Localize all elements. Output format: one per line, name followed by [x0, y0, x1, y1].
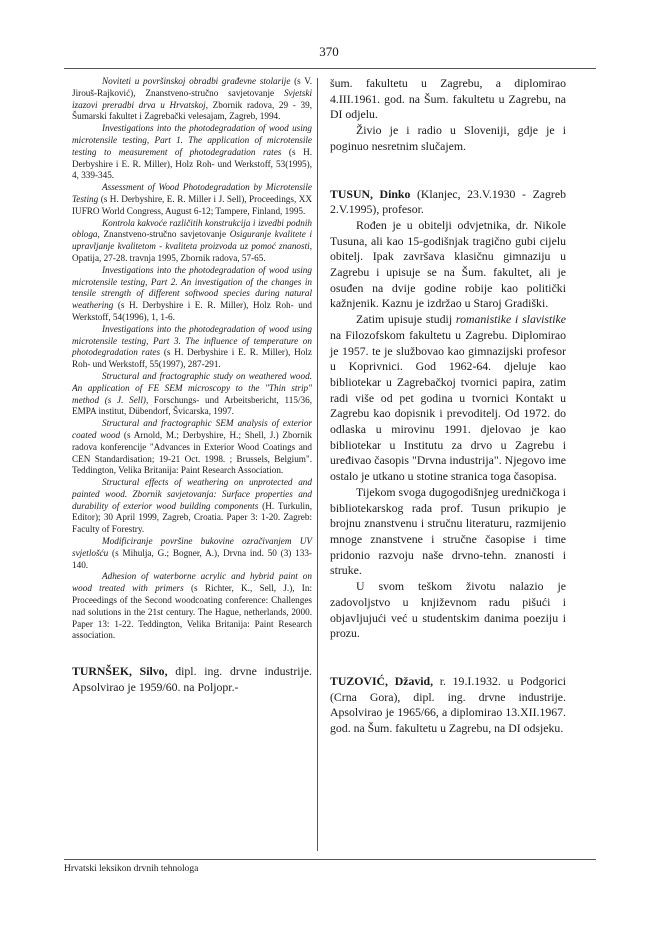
entry-name: TUSUN, Dinko [330, 186, 411, 201]
entry-paragraph: šum. fakultetu u Zagrebu, a diplomirao 4.III.1961. god. na Šum. fakultetu u Zagrebu, na DI odjelu. [330, 76, 566, 122]
reference-item [72, 218, 312, 265]
reference-details: (s H. Derbyshire i E. R. Miller), Holz Roh- und Werkstoff, 55(1997), 287-291. [72, 347, 313, 370]
reference-title: Investigations into the photodegradation of wood using microtensile testing, Part 3. The influence of temperature on photodegradation rates [72, 323, 312, 358]
reference-title: Osiguranje kvalitete i upravljanje kvalitetom - kvaliteta proizvoda uz pomoć znanosti [72, 229, 313, 252]
page-number: 370 [319, 44, 339, 59]
entry-text: dipl. ing. drvne industrije. Apsolvirao je 1959/60. na Poljopr.- [72, 664, 313, 694]
reference-details: , Zbornik radova, 29 - 39, Šumarski fakultet i Zagrebački velesajam, Zagreb, 1994. [72, 99, 312, 122]
reference-details: (s H. Derbyshire i E. R. Miller), Holz Roh- und Werkstoff, 53(1995), 4, 339-345. [72, 146, 313, 181]
entry-paragraph: Rođen je u obitelji odvjetnika, dr. Nikole Tusuna, ali kao 15-godišnjak tragično gubi cijelu obitelj. Ipak završava klasičnu gimnaziju u Zagrebu i upisuje se na Šum. fakultet, ali je osuđen na dvije godine robije kao politički kažnjenik. Kaznu je izdržao u Staroj Gradiški. [330, 217, 566, 311]
reference-details: (s Arnold, M.; Derbyshire, H.; Shell, J.) Zbornik radova konferencije "Advances in Exterior Wood Coatings and CEN Standardisation; 19-21 Oct. 1998. ; Brussels, Belgium". Teddington, Velika Britanija: Paint Research Association. [72, 429, 312, 476]
reference-item [72, 536, 312, 571]
reference-title: Structural and fractographic study on weathered wood. An application of FE SEM microscopy to the "Thin strip" method (s J. Sell) [72, 370, 312, 405]
reference-details: , Forschungs- und Arbeitsbericht, 115/36, EMPA institut, Dübendorf, Švicarska, 1997. [72, 394, 312, 417]
footer-text: Hrvatski leksikon drvnih tehnologa [64, 864, 199, 874]
reference-details: , Opatija, 27-28. travnja 1995, Zbornik radova, 57-65. [72, 241, 312, 263]
entry-name: TUZOVIĆ, Džavid, [330, 673, 434, 688]
entry-paragraph: Živio je i radio u Sloveniji, gdje je i poginuo nesretnim slučajem. [330, 123, 566, 153]
entry-turnsek-continued [330, 76, 566, 155]
reference-item [72, 418, 312, 477]
entry-name: TURNŠEK, Silvo, [72, 664, 168, 679]
reference-item [72, 265, 312, 324]
reference-details: , Znanstveno-stručno savjetovanje [97, 229, 230, 240]
reference-details: (s H. Derbyshire, E. R. Miller i J. Sell), Proceedings, XX IUFRO World Congress, August 6-12; Tampere, Finland, 1995. [72, 193, 312, 216]
right-column [330, 76, 566, 737]
reference-item [72, 477, 312, 536]
entry-text: Zatim upisuje studij [356, 312, 456, 327]
reference-details: (s Mihulja, G.; Bogner, A.), Drvna ind. 50 (3) 133-140. [72, 547, 312, 570]
reference-details: (s Richter, K., Sell, J.), In: Proceedings of the Second woodcoating conference: Challenges nad solutions in the 21st century. The Hague, netherlands, 2000. Paper 13: 1-22. Teddington, Velika Britanija: Paint Research association. [72, 583, 312, 641]
reference-item [72, 571, 312, 642]
entry-text: na Filozofskom fakultetu u Zagrebu. Diplomirao je 1957. te je službovao kao gimnazijski profesor u Koprivnici. God 1962-64. djeluje kao bibliotekar u Zagrebačkoj tvornici papira, zatim radi više od pet godina u tvornici Kontakt u Zagrebu kao dopisnik i prevoditelj. Od 1972. do odlaska u mirovinu 1991. djelovao je kao bibliotekar u Institutu za drvo u Zagrebu i uređivao časopis "Drvna industrija". Njegovo ime ostalo je utkano u stotine stranica toga časopisa. [330, 327, 566, 484]
left-column [72, 76, 312, 696]
reference-item [72, 182, 312, 217]
entry-text: r. 19.I.1932. u Podgorici (Crna Gora), dipl. ing. drvne industrije. Apsolvirao je 1965/66, a diplomirao 13.XII.1967. god. na Šum. fakultetu u Zagrebu, na DI odsjeku. [330, 673, 566, 736]
reference-title: Investigations into the photodegradation of wood using microtensile testing, Part 1. The application of microtensile testing to measurement of photodegradation rates [72, 123, 312, 157]
reference-list [72, 76, 312, 642]
reference-details: (s H. Derbyshire i E. R. Miller), Holz Roh- und Werkstoff, 54(1996), 1, 1-6. [72, 300, 312, 322]
entry-paragraph: Tijekom svoga dugogodišnjeg uredničkoga i bibliotekarskog rada prof. Tusun prikupio je brojnu znanstvenu i stručnu literaturu, razmijenio mnoge znanstvene i stručne časopise i time pridonio razvoju naše drvno-tehn. znanosti i struke. [330, 484, 566, 578]
entry-tusun [330, 187, 566, 642]
reference-item [72, 324, 312, 371]
reference-title: Modificiranje površine bukovine ozračivanjem UV svjetlošću [72, 536, 312, 558]
reference-details: (s V. Jirouš-Rajković), Znanstveno-stručno savjetovanje [72, 76, 313, 98]
entry-turnsek [72, 664, 312, 695]
reference-title: Adhesion of waterborne acrylic and hybrid paint on wood treated with primers [72, 571, 312, 594]
reference-title: Noviteti u površinskoj obradbi građevne stolarije [102, 76, 291, 86]
entry-tuzovic [330, 674, 566, 737]
reference-item [72, 371, 312, 418]
reference-details: (H. Turkulin, Editor); 30 April 1999, Zagreb, Croatia. Paper 3: 1-20. Zagreb: Faculty of Forestry. [72, 500, 312, 535]
entry-paragraph [330, 312, 566, 485]
reference-item [72, 123, 312, 182]
entry-text: (Klanjec, 23.V.1930 - Zagreb 2.V.1995), profesor. [330, 186, 566, 217]
footer-rule [64, 859, 596, 860]
header-rule [64, 68, 596, 69]
reference-title: Kontrola kakvoće različitih konstrukcija i izvedbi podnih obloga [72, 217, 312, 240]
reference-title: Structural effects of weathering on unprotected and painted wood. Zbornik savjetovanja: Surface properties and durability of exterior wood building components [72, 477, 312, 511]
column-divider [317, 78, 318, 851]
reference-title: Assessment of Wood Photodegradation by Microtensile Testing [72, 182, 312, 204]
entry-paragraph: U svom teškom životu nalazio je zadovoljstvo u književnom radu pišući i objavljujući već u studentskim danima poeziju i prozu. [330, 579, 566, 641]
reference-title: Structural and fractographic SEM analysis of exterior coated wood [72, 418, 312, 440]
reference-item [72, 76, 312, 123]
reference-title: Investigations into the photodegradation of wood using microtensile testing, Part 2. An investigation of the changes in tensile strength of different softwood species during natural weathering [72, 264, 312, 311]
reference-title: Svjetski izazovi preradbi drva u Hrvatskoj [72, 87, 312, 110]
entry-italic: romanistike i slavistike [455, 312, 566, 327]
